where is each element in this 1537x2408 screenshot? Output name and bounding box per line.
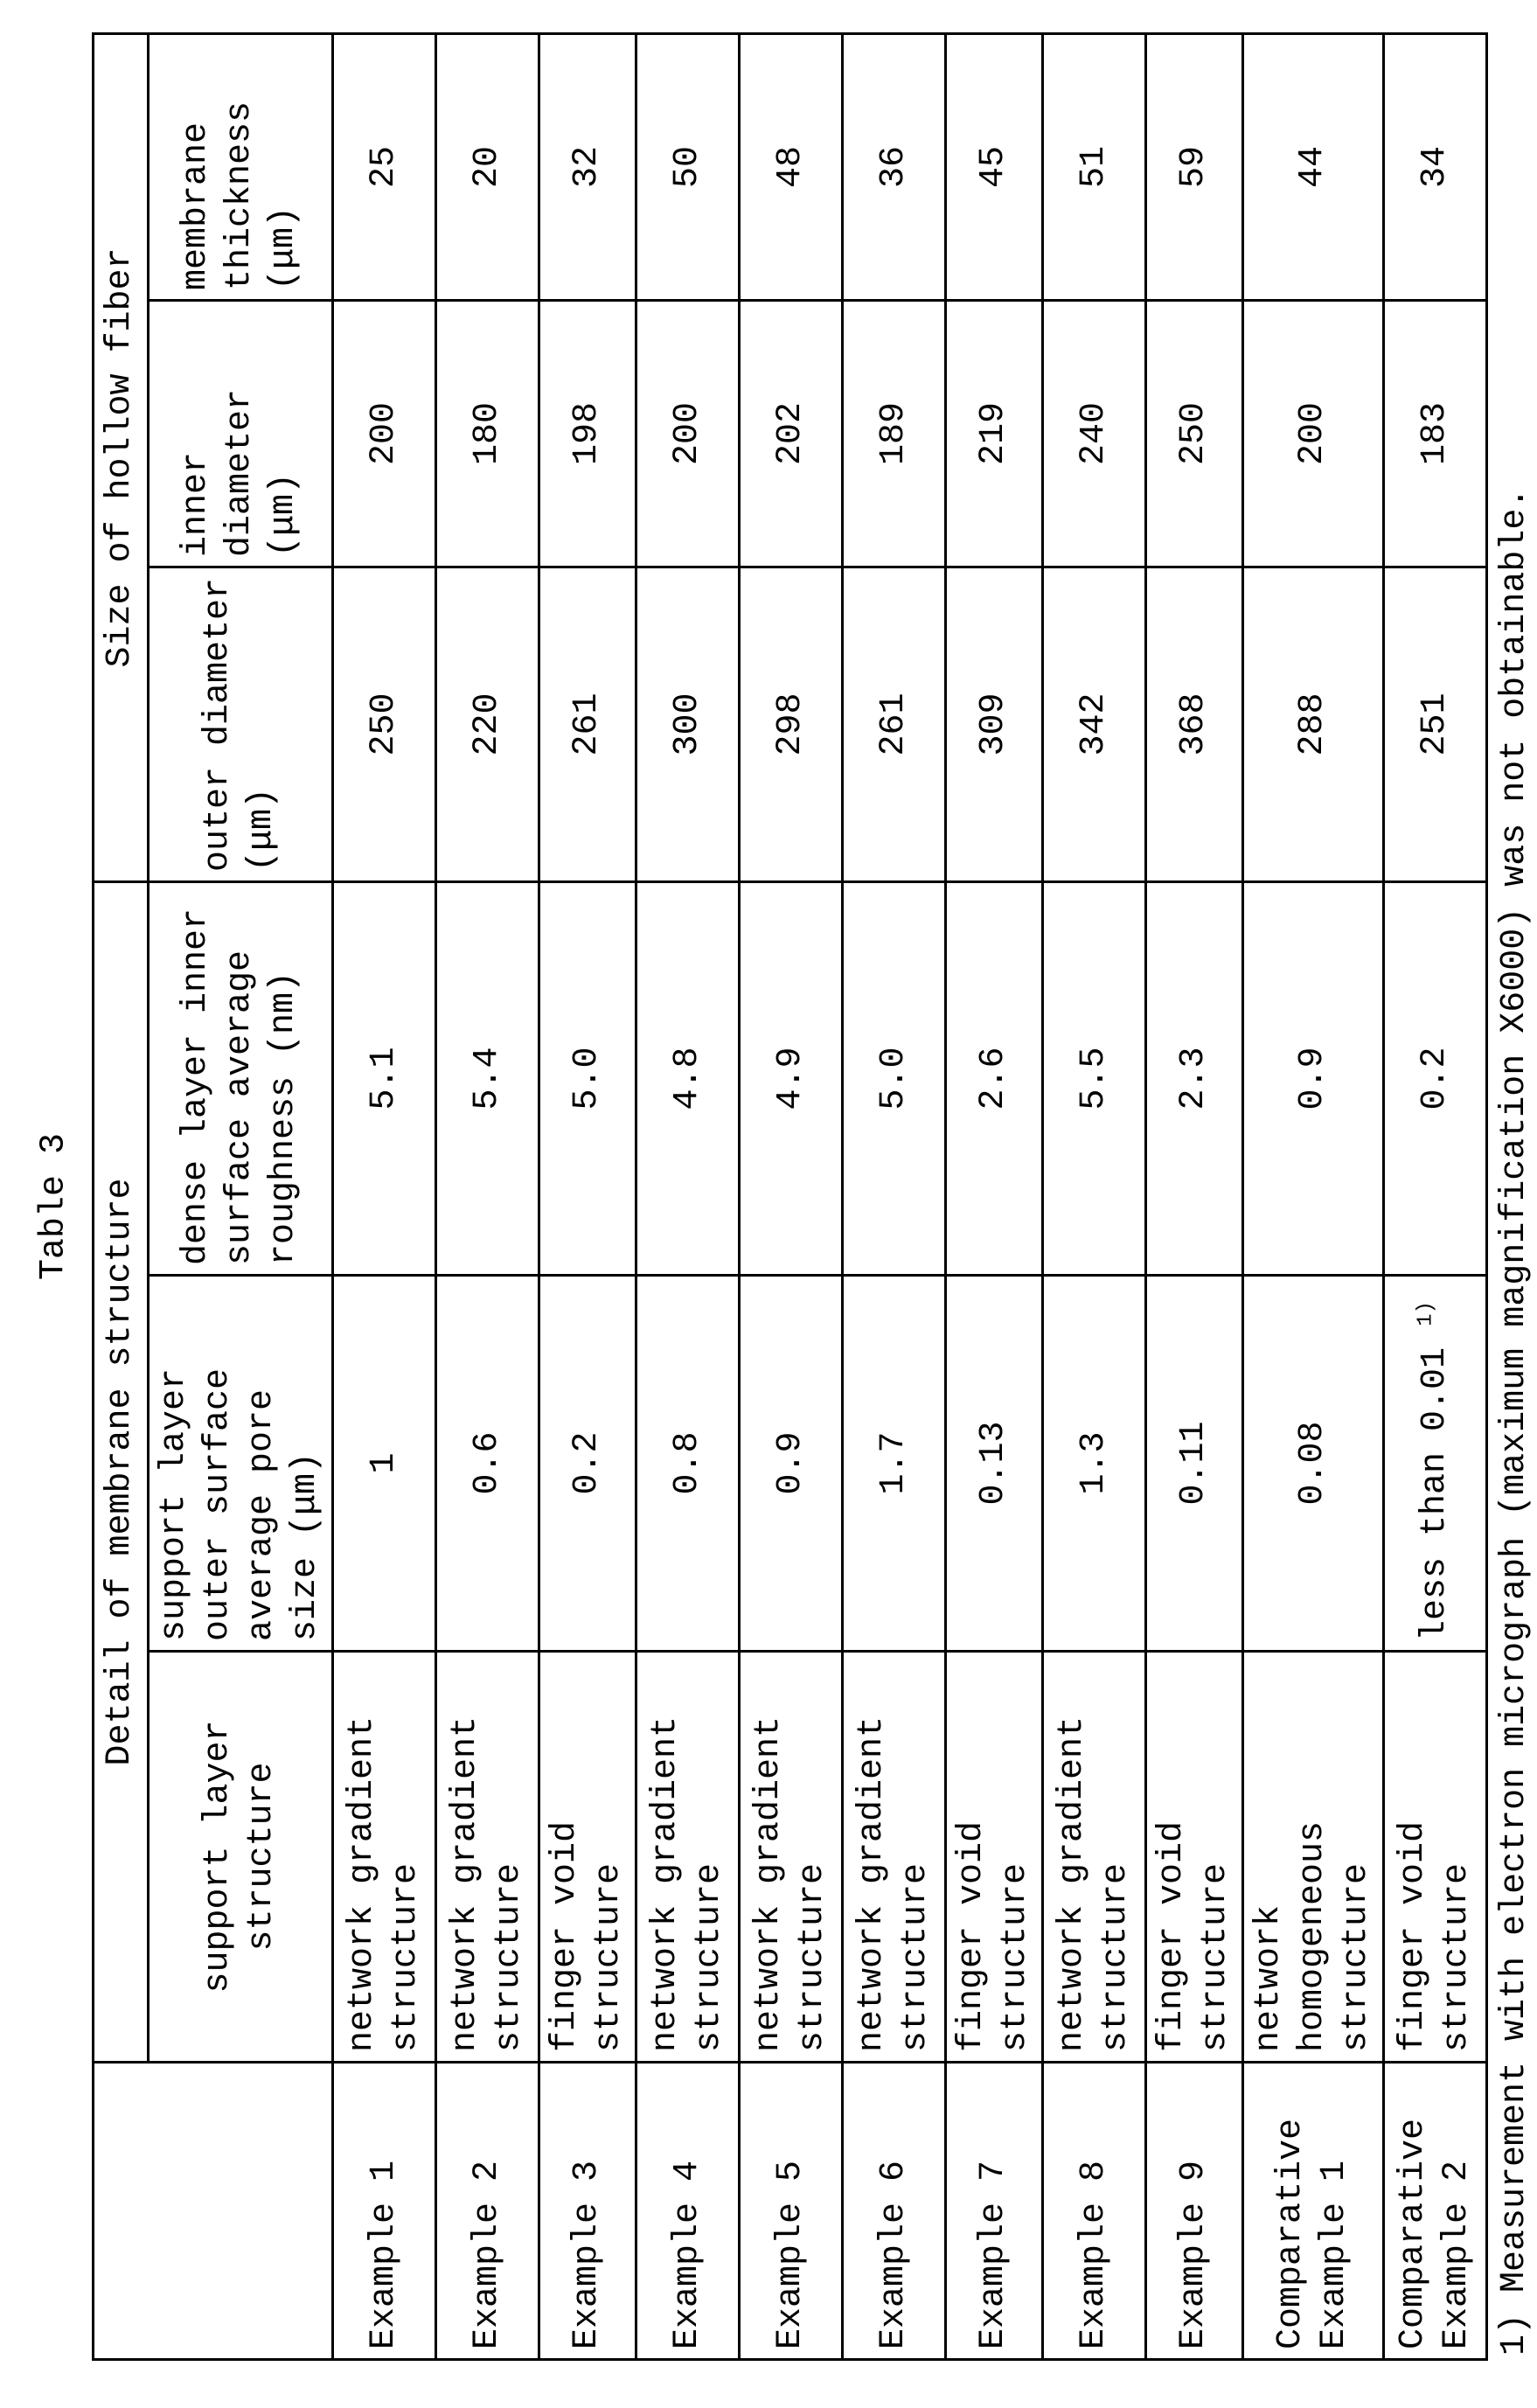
cell-outer-diameter: 342 [1043,567,1146,882]
row-label: Example 1 [333,2063,436,2360]
corner-cell [94,2063,333,2360]
cell-pore-size: 0.13 [946,1276,1043,1652]
cell-structure: network homogeneous structure [1243,1652,1384,2063]
table-row [539,33,636,2359]
cell-structure: network gradient structure [740,1652,843,2063]
group-header-membrane-structure: Detail of membrane structure [94,882,149,2063]
cell-pore-size: 0.08 [1243,1276,1384,1652]
cell-inner-diameter: 219 [946,301,1043,567]
cell-roughness: 5.1 [333,882,436,1276]
table-row [1243,33,1384,2359]
cell-pore-size: 1.7 [843,1276,946,1652]
cell-inner-diameter: 240 [1043,301,1146,567]
cell-inner-diameter: 250 [1146,301,1243,567]
col-header-outer-diameter: outer diameter (μm) [149,567,333,882]
cell-structure: network gradient structure [1043,1652,1146,2063]
row-label: Example 6 [843,2063,946,2360]
table-row [636,33,740,2359]
cell-outer-diameter: 300 [636,567,740,882]
rotated-table-block [92,35,1534,2361]
cell-thickness: 34 [1384,33,1487,300]
cell-thickness: 48 [740,33,843,300]
cell-structure: network gradient structure [843,1652,946,2063]
row-label: Example 9 [1146,2063,1243,2360]
cell-structure: finger void structure [539,1652,636,2063]
table-row [1043,33,1146,2359]
cell-pore-size: 0.11 [1146,1276,1243,1652]
footnote: 1) Measurement with electron micrograph (maximum magnification X6000) was not obtainable. [1495,487,1534,2356]
cell-roughness: 5.5 [1043,882,1146,1276]
cell-roughness: 5.0 [843,882,946,1276]
cell-inner-diameter: 200 [333,301,436,567]
col-header-roughness: dense layer inner surface average roughness (nm) [149,882,333,1276]
cell-thickness: 25 [333,33,436,300]
table-row [740,33,843,2359]
cell-inner-diameter: 200 [1243,301,1384,567]
cell-inner-diameter: 180 [436,301,539,567]
cell-pore-size: 0.2 [539,1276,636,1652]
table-row [436,33,539,2359]
row-label: Example 2 [436,2063,539,2360]
cell-pore-size: 1.3 [1043,1276,1146,1652]
cell-inner-diameter: 189 [843,301,946,567]
cell-outer-diameter: 288 [1243,567,1384,882]
table-row [333,33,436,2359]
cell-roughness: 5.4 [436,882,539,1276]
cell-roughness: 5.0 [539,882,636,1276]
row-label: Example 3 [539,2063,636,2360]
cell-roughness: 2.3 [1146,882,1243,1276]
cell-outer-diameter: 368 [1146,567,1243,882]
cell-outer-diameter: 261 [843,567,946,882]
cell-roughness: 4.8 [636,882,740,1276]
cell-structure: finger void structure [1146,1652,1243,2063]
footnote-ref: 1) [1414,1301,1438,1326]
cell-roughness: 0.9 [1243,882,1384,1276]
cell-structure: finger void structure [946,1652,1043,2063]
cell-thickness: 59 [1146,33,1243,300]
row-label: Example 8 [1043,2063,1146,2360]
cell-thickness: 20 [436,33,539,300]
cell-outer-diameter: 251 [1384,567,1487,882]
cell-thickness: 36 [843,33,946,300]
table-row [946,33,1043,2359]
cell-structure: finger void structure [1384,1652,1487,2063]
table-row [1384,33,1487,2359]
cell-outer-diameter: 250 [333,567,436,882]
row-label: Example 5 [740,2063,843,2360]
cell-thickness: 45 [946,33,1043,300]
cell-thickness: 44 [1243,33,1384,300]
cell-roughness: 4.9 [740,882,843,1276]
cell-structure: network gradient structure [636,1652,740,2063]
table-row [843,33,946,2359]
row-label: Example 7 [946,2063,1043,2360]
group-header-hollow-fiber-size: Size of hollow fiber [94,33,149,881]
cell-outer-diameter: 261 [539,567,636,882]
cell-inner-diameter: 200 [636,301,740,567]
col-header-inner-diameter: inner diameter (μm) [149,301,333,567]
col-header-thickness: membrane thickness (μm) [149,33,333,300]
cell-roughness: 0.2 [1384,882,1487,1276]
cell-pore-size: 0.6 [436,1276,539,1652]
cell-outer-diameter: 298 [740,567,843,882]
cell-thickness: 50 [636,33,740,300]
cell-structure: network gradient structure [333,1652,436,2063]
cell-pore-size: 0.9 [740,1276,843,1652]
row-label: Comparative Example 1 [1243,2063,1384,2360]
col-header-pore-size: support layer outer surface average pore size (μm) [149,1276,333,1652]
row-label: Comparative Example 2 [1384,2063,1487,2360]
cell-outer-diameter: 220 [436,567,539,882]
data-table [92,32,1488,2361]
cell-roughness: 2.6 [946,882,1043,1276]
cell-pore-size: 0.8 [636,1276,740,1652]
cell-outer-diameter: 309 [946,567,1043,882]
cell-pore-size: 1 [333,1276,436,1652]
cell-inner-diameter: 183 [1384,301,1487,567]
pore-size-text: less than 0.01 [1415,1347,1455,1641]
cell-thickness: 32 [539,33,636,300]
cell-pore-size [1384,1276,1487,1652]
table-row [1146,33,1243,2359]
col-header-support-layer-structure: support layer structure [149,1652,333,2063]
cell-inner-diameter: 198 [539,301,636,567]
table-caption: Table 3 [34,1132,74,1281]
cell-structure: network gradient structure [436,1652,539,2063]
cell-inner-diameter: 202 [740,301,843,567]
row-label: Example 4 [636,2063,740,2360]
cell-thickness: 51 [1043,33,1146,300]
